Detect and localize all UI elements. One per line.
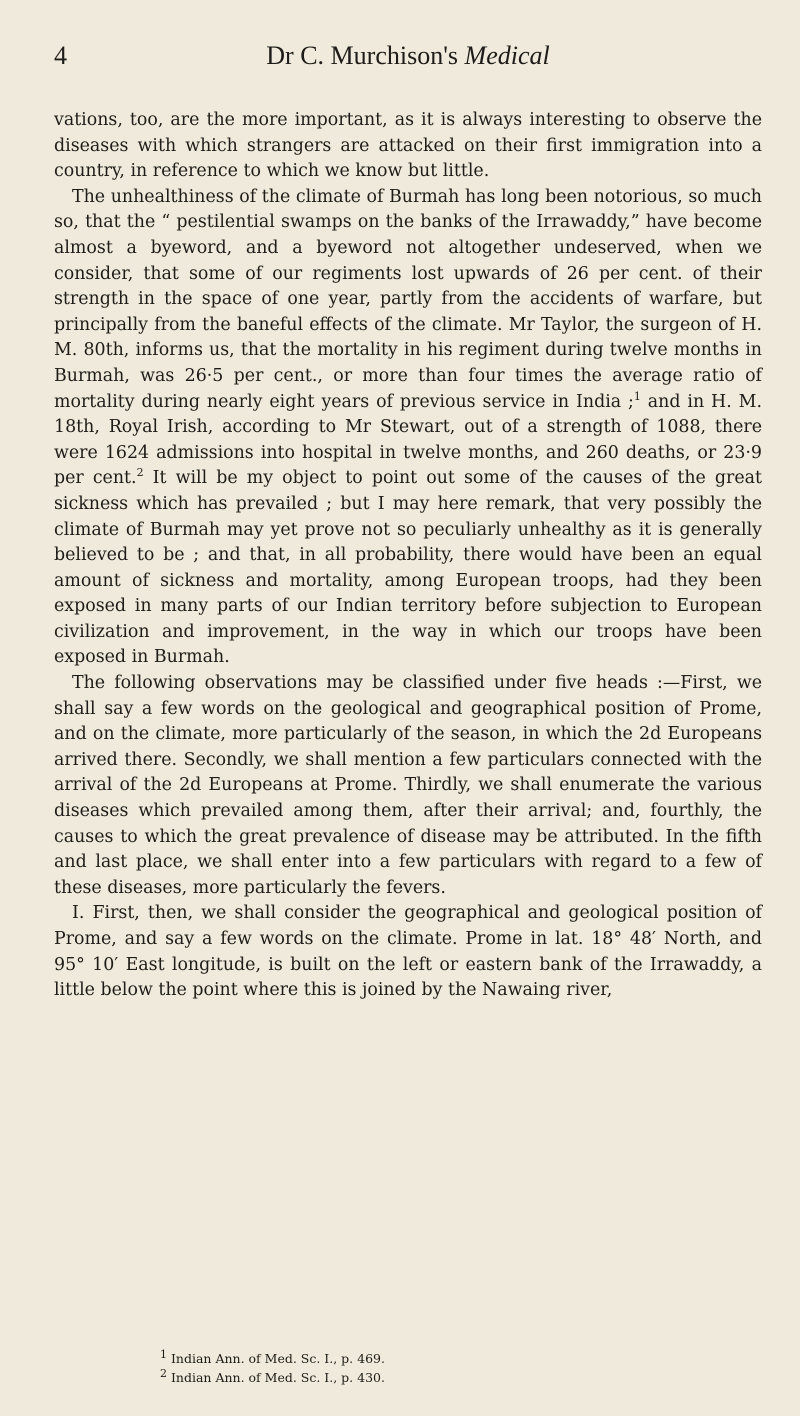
- page-number: 4: [54, 41, 67, 70]
- paragraph-text: The following observations may be classified under five heads :—First, we shall say a few words on the geological and geographical position of Prome, and on the climate, more particularly of the season, in which the 2d Europeans arrived there. Secondly, we shall mention a few particulars connected with the arrival of the 2d Europeans at Prome. Thirdly, we shall enumerate the various diseases which prevailed among them, after their arrival; and, fourthly, the causes to which the great prevalence of disease may be attributed. In the fifth and last place, we shall enter into a few particulars with regard to a few of these diseases, more particularly the fevers.: [54, 673, 762, 898]
- body-text: [54, 108, 762, 1004]
- running-head: [54, 40, 762, 72]
- paragraph-continued: [54, 108, 762, 185]
- paragraph-text: I. First, then, we shall consider the geographical and geological position of Prome, and say a few words on the climate. Prome in lat. 18° 48′ North, and 95° 10′ East longitude, is built on the left or eastern bank of the Irrawaddy, a little below the point where this is joined by the Nawaing river,: [54, 903, 762, 1001]
- paragraph-text: It will be my object to point out some of the causes of the great sickness which has prevailed ; but I may here remark, that very possibly the climate of Burmah may yet prove not so peculiarly unhealthy as it is generally believed to be ; and that, in all probability, there would have been an equal amount of sickness and mortality, among European troops, had they been exposed in many parts of our Indian territory before subjection to European civilization and improvement, in the way in which our troops have been exposed in Burmah.: [54, 468, 762, 668]
- footnotes: [54, 1349, 762, 1387]
- paragraph-text: The unhealthiness of the climate of Burmah has long been notorious, so much so, that the “ pestilential swamps on the banks of the Irrawaddy,” have become almost a byeword, and a byeword not altogether undeserved, when we consider, that some of our regiments lost upwards of 26 per cent. of their strength in the space of one year, partly from the accidents of warfare, but principally from the baneful effects of the climate. Mr Taylor, the surgeon of H. M. 80th, informs us, that the mortality in his regiment during twelve months in Burmah, was 26·5 per cent., or more than four times the average ratio of mortality during nearly eight years of previous service in India ;: [54, 186, 762, 412]
- footnote-marker: 2: [160, 1366, 167, 1380]
- running-title-prefix: Dr C. Murchison's: [266, 41, 459, 70]
- paragraph-text: and in H. M. 18th, Royal Irish, according to Mr Stewart, out of a strength of 1088, there were 1624 admissions into hospital in twelve months, and 260 deaths, or 23·9 per cent.: [54, 391, 762, 489]
- footnote-text: Indian Ann. of Med. Sc. I., p. 469.: [170, 1351, 385, 1366]
- footnote-marker: 1: [160, 1347, 167, 1361]
- footnote-text: Indian Ann. of Med. Sc. I., p. 430.: [170, 1370, 385, 1385]
- footnote-ref-2: 2: [136, 466, 144, 480]
- running-title-italic: Medical: [464, 41, 550, 70]
- paragraph-five-heads: [54, 671, 762, 901]
- footnote-1: [160, 1349, 762, 1368]
- footnote-ref-1: 1: [633, 389, 641, 403]
- footnote-2: [160, 1368, 762, 1387]
- paragraph-burmah-climate: [54, 185, 762, 671]
- paragraph-section-one: [54, 901, 762, 1003]
- paragraph-text: vations, too, are the more important, as it is always interesting to observe the diseases with which strangers are attacked on their first immigration into a country, in reference to which we know but little.: [54, 110, 762, 182]
- running-title: [54, 40, 762, 72]
